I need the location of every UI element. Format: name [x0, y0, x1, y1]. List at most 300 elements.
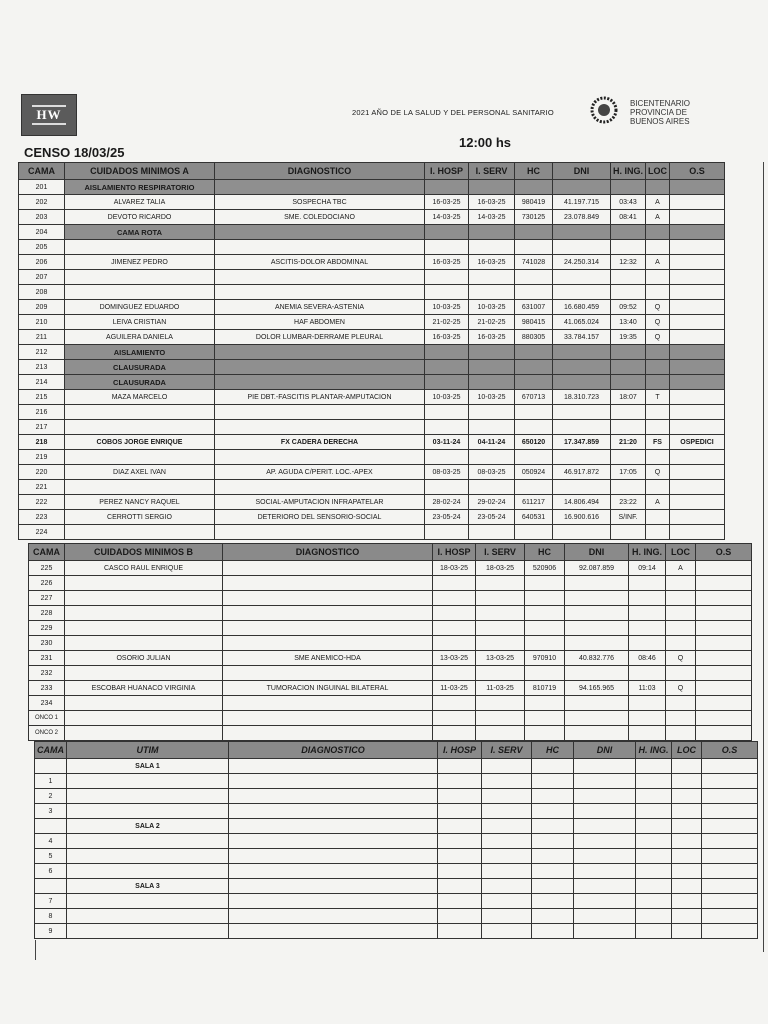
cell-iserv [469, 420, 515, 435]
column-header: I. HOSP [438, 742, 482, 759]
cell-os [696, 561, 752, 576]
cell-diag [229, 879, 438, 894]
cell-loc [672, 819, 702, 834]
cell-iserv [482, 909, 532, 924]
cell-loc: T [646, 390, 670, 405]
cell-diag [229, 774, 438, 789]
cell-os [670, 315, 725, 330]
cell-dni [553, 285, 611, 300]
cell-hc: 730125 [515, 210, 553, 225]
cell-hing [611, 525, 646, 540]
cell-nombre [65, 711, 223, 726]
cell-loc [666, 621, 696, 636]
cell-diag [229, 864, 438, 879]
cell-dni [565, 711, 629, 726]
cell-iserv [469, 270, 515, 285]
cell-dni [553, 360, 611, 375]
cell-ihosp: 23-05-24 [425, 510, 469, 525]
cell-hing [611, 405, 646, 420]
cell-cama: 233 [29, 681, 65, 696]
cell-nombre: DEVOTO RICARDO [65, 210, 215, 225]
cell-diag: DOLOR LUMBAR-DERRAME PLEURAL [215, 330, 425, 345]
cell-iserv [482, 924, 532, 939]
cell-cama: 225 [29, 561, 65, 576]
cell-hc [525, 606, 565, 621]
cell-cama: 201 [19, 180, 65, 195]
cell-dni: 24.250.314 [553, 255, 611, 270]
table-cuidados-minimos-a [18, 162, 725, 540]
cell-iserv [469, 180, 515, 195]
cell-ihosp [433, 576, 476, 591]
cell-os [670, 390, 725, 405]
cell-hc [525, 726, 565, 741]
cell-hing [636, 774, 672, 789]
cell-nombre [67, 894, 229, 909]
cell-nombre: CERROTTI SERGIO [65, 510, 215, 525]
cell-cama: 6 [35, 864, 67, 879]
cell-diag: DETERIORO DEL SENSORIO-SOCIAL [215, 510, 425, 525]
cell-loc: A [646, 210, 670, 225]
cell-loc [646, 225, 670, 240]
cell-dni [574, 894, 636, 909]
cell-diag [215, 285, 425, 300]
cell-ihosp: 10-03-25 [425, 300, 469, 315]
cell-hing [636, 879, 672, 894]
column-header: HC [532, 742, 574, 759]
cell-os [702, 924, 758, 939]
cell-hc [532, 864, 574, 879]
cell-loc [666, 711, 696, 726]
cell-iserv [469, 375, 515, 390]
cell-diag [229, 759, 438, 774]
cell-os [696, 696, 752, 711]
cell-ihosp [425, 450, 469, 465]
cell-hing [611, 270, 646, 285]
cell-diag [223, 666, 433, 681]
cell-loc [646, 480, 670, 495]
cell-nombre: ALVAREZ TALIA [65, 195, 215, 210]
cell-hing [629, 696, 666, 711]
cell-loc [672, 894, 702, 909]
cell-nombre: DIAZ AXEL IVAN [65, 465, 215, 480]
cell-cama: 207 [19, 270, 65, 285]
cell-dni [574, 789, 636, 804]
cell-os [670, 375, 725, 390]
cell-iserv [482, 879, 532, 894]
cell-hing [611, 480, 646, 495]
cell-ihosp: 28-02-24 [425, 495, 469, 510]
cell-iserv [482, 849, 532, 864]
cell-dni [574, 879, 636, 894]
cell-iserv [469, 240, 515, 255]
table-row [29, 696, 752, 711]
cell-hc: 611217 [515, 495, 553, 510]
cell-ihosp: 11-03-25 [433, 681, 476, 696]
cell-ihosp [438, 894, 482, 909]
cell-os [670, 360, 725, 375]
cell-diag [223, 726, 433, 741]
cell-hing [636, 789, 672, 804]
cell-iserv [482, 774, 532, 789]
cell-iserv [469, 405, 515, 420]
table-row [29, 651, 752, 666]
table-row [35, 789, 758, 804]
cell-cama: 209 [19, 300, 65, 315]
cell-loc: Q [666, 681, 696, 696]
table-row [35, 774, 758, 789]
cell-diag: AP. AGUDA C/PERIT. LOC.-APEX [215, 465, 425, 480]
cell-nombre [67, 909, 229, 924]
cell-loc [646, 345, 670, 360]
cell-cama: 204 [19, 225, 65, 240]
cell-nombre: SALA 3 [67, 879, 229, 894]
cell-iserv [469, 345, 515, 360]
cell-diag [229, 789, 438, 804]
cell-diag [215, 450, 425, 465]
cell-dni: 16.900.616 [553, 510, 611, 525]
cell-hing [611, 360, 646, 375]
cell-os [702, 774, 758, 789]
cell-hc: 640531 [515, 510, 553, 525]
cell-cama: 208 [19, 285, 65, 300]
table-row [19, 195, 725, 210]
column-header: DIAGNOSTICO [229, 742, 438, 759]
cell-hing [629, 711, 666, 726]
column-header: CUIDADOS MINIMOS B [65, 544, 223, 561]
cell-nombre: SALA 2 [67, 819, 229, 834]
cell-loc: A [646, 495, 670, 510]
cell-nombre: DOMINGUEZ EDUARDO [65, 300, 215, 315]
table-row [35, 849, 758, 864]
cell-ihosp [433, 711, 476, 726]
cell-nombre [65, 480, 215, 495]
cell-cama [35, 819, 67, 834]
cell-os [702, 789, 758, 804]
cell-loc [646, 285, 670, 300]
cell-nombre [65, 525, 215, 540]
cell-os [670, 345, 725, 360]
cell-diag [215, 480, 425, 495]
cell-ihosp [425, 420, 469, 435]
cell-os [696, 726, 752, 741]
column-header: O.S [670, 163, 725, 180]
cell-iserv [482, 759, 532, 774]
hospital-logo: HW [21, 94, 77, 136]
cell-hing [636, 909, 672, 924]
cell-dni [574, 909, 636, 924]
cell-os [702, 834, 758, 849]
table-row [19, 255, 725, 270]
cell-dni [565, 696, 629, 711]
cell-nombre: AISLAMIENTO RESPIRATORIO [65, 180, 215, 195]
cell-nombre: AISLAMIENTO [65, 345, 215, 360]
cell-hc [532, 819, 574, 834]
cell-os [702, 759, 758, 774]
cell-os [670, 210, 725, 225]
cell-iserv: 08-03-25 [469, 465, 515, 480]
cell-cama: 224 [19, 525, 65, 540]
cell-dni [553, 405, 611, 420]
cell-dni [553, 270, 611, 285]
cell-os [670, 225, 725, 240]
cell-hc: 810719 [525, 681, 565, 696]
table-row [19, 360, 725, 375]
cell-hc [525, 621, 565, 636]
cell-iserv [469, 360, 515, 375]
cell-nombre: CASCO RAUL ENRIQUE [65, 561, 223, 576]
cell-hc [515, 240, 553, 255]
cell-cama: 231 [29, 651, 65, 666]
cell-hing: 23:22 [611, 495, 646, 510]
cell-hc [532, 789, 574, 804]
cell-cama: 232 [29, 666, 65, 681]
cell-iserv [469, 480, 515, 495]
cell-ihosp: 21-02-25 [425, 315, 469, 330]
cell-diag [223, 606, 433, 621]
cell-loc [646, 420, 670, 435]
cell-ihosp [438, 819, 482, 834]
cell-iserv: 10-03-25 [469, 300, 515, 315]
cell-hc [532, 924, 574, 939]
cell-os [702, 804, 758, 819]
cell-os [696, 651, 752, 666]
cell-os [696, 621, 752, 636]
cell-nombre [65, 726, 223, 741]
cell-hing: 13:40 [611, 315, 646, 330]
cell-dni [574, 804, 636, 819]
cell-cama: 4 [35, 834, 67, 849]
cell-cama: 214 [19, 375, 65, 390]
cell-diag: ASCITIS-DOLOR ABDOMINAL [215, 255, 425, 270]
cell-ihosp [425, 375, 469, 390]
cell-hing [629, 666, 666, 681]
cell-loc [672, 804, 702, 819]
table-row [19, 525, 725, 540]
cell-iserv: 18-03-25 [476, 561, 525, 576]
cell-hc [515, 225, 553, 240]
cell-os [670, 240, 725, 255]
cell-loc: Q [646, 315, 670, 330]
cell-iserv [482, 804, 532, 819]
cell-dni: 33.784.157 [553, 330, 611, 345]
table-row [29, 666, 752, 681]
cell-hing: 09:14 [629, 561, 666, 576]
cell-cama: 213 [19, 360, 65, 375]
cell-nombre: LEIVA CRISTIAN [65, 315, 215, 330]
cell-loc [646, 240, 670, 255]
column-header: LOC [672, 742, 702, 759]
cell-loc [646, 450, 670, 465]
cell-cama: 206 [19, 255, 65, 270]
cell-hing [611, 450, 646, 465]
cell-hing [629, 726, 666, 741]
cell-diag: HAF ABDOMEN [215, 315, 425, 330]
cell-hing [611, 180, 646, 195]
cell-ihosp [433, 666, 476, 681]
cell-hing [636, 924, 672, 939]
cell-hing [611, 420, 646, 435]
cell-iserv [482, 819, 532, 834]
cell-hing [611, 375, 646, 390]
table-header [19, 163, 725, 180]
cell-hc: 650120 [515, 435, 553, 450]
column-header: UTIM [67, 742, 229, 759]
cell-ihosp [425, 405, 469, 420]
table-row [35, 909, 758, 924]
cell-nombre [67, 834, 229, 849]
cell-os [702, 879, 758, 894]
table-row [35, 924, 758, 939]
table-row [19, 270, 725, 285]
cell-loc [672, 834, 702, 849]
cell-diag [215, 180, 425, 195]
cell-nombre: COBOS JORGE ENRIQUE [65, 435, 215, 450]
cell-hc [532, 879, 574, 894]
cell-cama: 215 [19, 390, 65, 405]
cell-ihosp [425, 180, 469, 195]
cell-dni [553, 345, 611, 360]
cell-ihosp: 16-03-25 [425, 330, 469, 345]
cell-dni [565, 576, 629, 591]
cell-nombre [65, 240, 215, 255]
cell-ihosp [438, 849, 482, 864]
cell-dni [574, 924, 636, 939]
cell-diag: SME. COLEDOCIANO [215, 210, 425, 225]
table-row [19, 435, 725, 450]
cell-os [702, 864, 758, 879]
cell-ihosp [438, 774, 482, 789]
table-row [19, 390, 725, 405]
cell-hing [611, 225, 646, 240]
cell-loc [672, 909, 702, 924]
cell-diag [229, 909, 438, 924]
cell-iserv [476, 666, 525, 681]
cell-ihosp [425, 360, 469, 375]
cell-hing: 08:41 [611, 210, 646, 225]
bicentenario-seal-icon [584, 96, 624, 124]
cell-nombre: CAMA ROTA [65, 225, 215, 240]
cell-os [670, 465, 725, 480]
cell-diag [223, 711, 433, 726]
cell-hing [636, 849, 672, 864]
cell-iserv: 14-03-25 [469, 210, 515, 225]
cell-hc: 050924 [515, 465, 553, 480]
cell-cama: 203 [19, 210, 65, 225]
table-row [19, 345, 725, 360]
table-row [19, 480, 725, 495]
column-header: H. ING. [611, 163, 646, 180]
cell-cama: 210 [19, 315, 65, 330]
cell-loc: A [646, 255, 670, 270]
cell-dni: 23.078.849 [553, 210, 611, 225]
cell-diag: SOCIAL-AMPUTACION INFRAPATELAR [215, 495, 425, 510]
cell-loc: Q [646, 465, 670, 480]
cell-iserv [476, 636, 525, 651]
column-header: I. HOSP [433, 544, 476, 561]
table-row [19, 510, 725, 525]
cell-diag [223, 696, 433, 711]
table-row [29, 591, 752, 606]
cell-nombre [65, 696, 223, 711]
cell-iserv [476, 711, 525, 726]
cell-diag [215, 420, 425, 435]
cell-hc [532, 894, 574, 909]
cell-os: OSPEDICI [670, 435, 725, 450]
cell-cama: ONCO 1 [29, 711, 65, 726]
cell-hing: 19:35 [611, 330, 646, 345]
cell-cama: 3 [35, 804, 67, 819]
column-header: DNI [574, 742, 636, 759]
cell-hc [525, 711, 565, 726]
cell-dni [574, 759, 636, 774]
table-row [35, 804, 758, 819]
cell-iserv: 23-05-24 [469, 510, 515, 525]
cell-iserv [469, 225, 515, 240]
cell-hing [636, 864, 672, 879]
cell-diag [229, 819, 438, 834]
cell-iserv [476, 726, 525, 741]
cell-hc: 670713 [515, 390, 553, 405]
cell-hing [629, 636, 666, 651]
cell-nombre: SALA 1 [67, 759, 229, 774]
column-header: CAMA [29, 544, 65, 561]
cell-hc [532, 759, 574, 774]
cell-iserv: 04-11-24 [469, 435, 515, 450]
cell-ihosp [425, 240, 469, 255]
cell-nombre: ESCOBAR HUANACO VIRGINIA [65, 681, 223, 696]
cell-nombre [65, 405, 215, 420]
cell-nombre: MAZA MARCELO [65, 390, 215, 405]
cell-os [670, 510, 725, 525]
cell-iserv [469, 285, 515, 300]
cell-diag [215, 405, 425, 420]
cell-os [702, 849, 758, 864]
cell-os [670, 405, 725, 420]
cell-nombre [67, 864, 229, 879]
cell-cama: 212 [19, 345, 65, 360]
cell-nombre [67, 789, 229, 804]
cell-loc [672, 879, 702, 894]
cell-ihosp: 14-03-25 [425, 210, 469, 225]
cell-os [696, 576, 752, 591]
column-header: I. SERV [476, 544, 525, 561]
cell-hing [629, 606, 666, 621]
cell-ihosp [438, 864, 482, 879]
cell-os [696, 591, 752, 606]
cell-diag [215, 270, 425, 285]
cell-iserv [476, 576, 525, 591]
cell-os [702, 819, 758, 834]
cell-iserv [469, 450, 515, 465]
cell-nombre: PEREZ NANCY RAQUEL [65, 495, 215, 510]
cell-diag [229, 834, 438, 849]
cell-cama: 222 [19, 495, 65, 510]
page-border [763, 162, 764, 952]
table-row [29, 606, 752, 621]
cell-diag [223, 576, 433, 591]
table-row [35, 834, 758, 849]
table-row [19, 180, 725, 195]
cell-nombre [65, 591, 223, 606]
cell-hing [629, 591, 666, 606]
cell-hing: S/INF. [611, 510, 646, 525]
cell-hc: 880305 [515, 330, 553, 345]
column-header: DIAGNOSTICO [223, 544, 433, 561]
cell-loc [672, 924, 702, 939]
cell-dni: 18.310.723 [553, 390, 611, 405]
cell-iserv: 16-03-25 [469, 255, 515, 270]
cell-hc [525, 636, 565, 651]
